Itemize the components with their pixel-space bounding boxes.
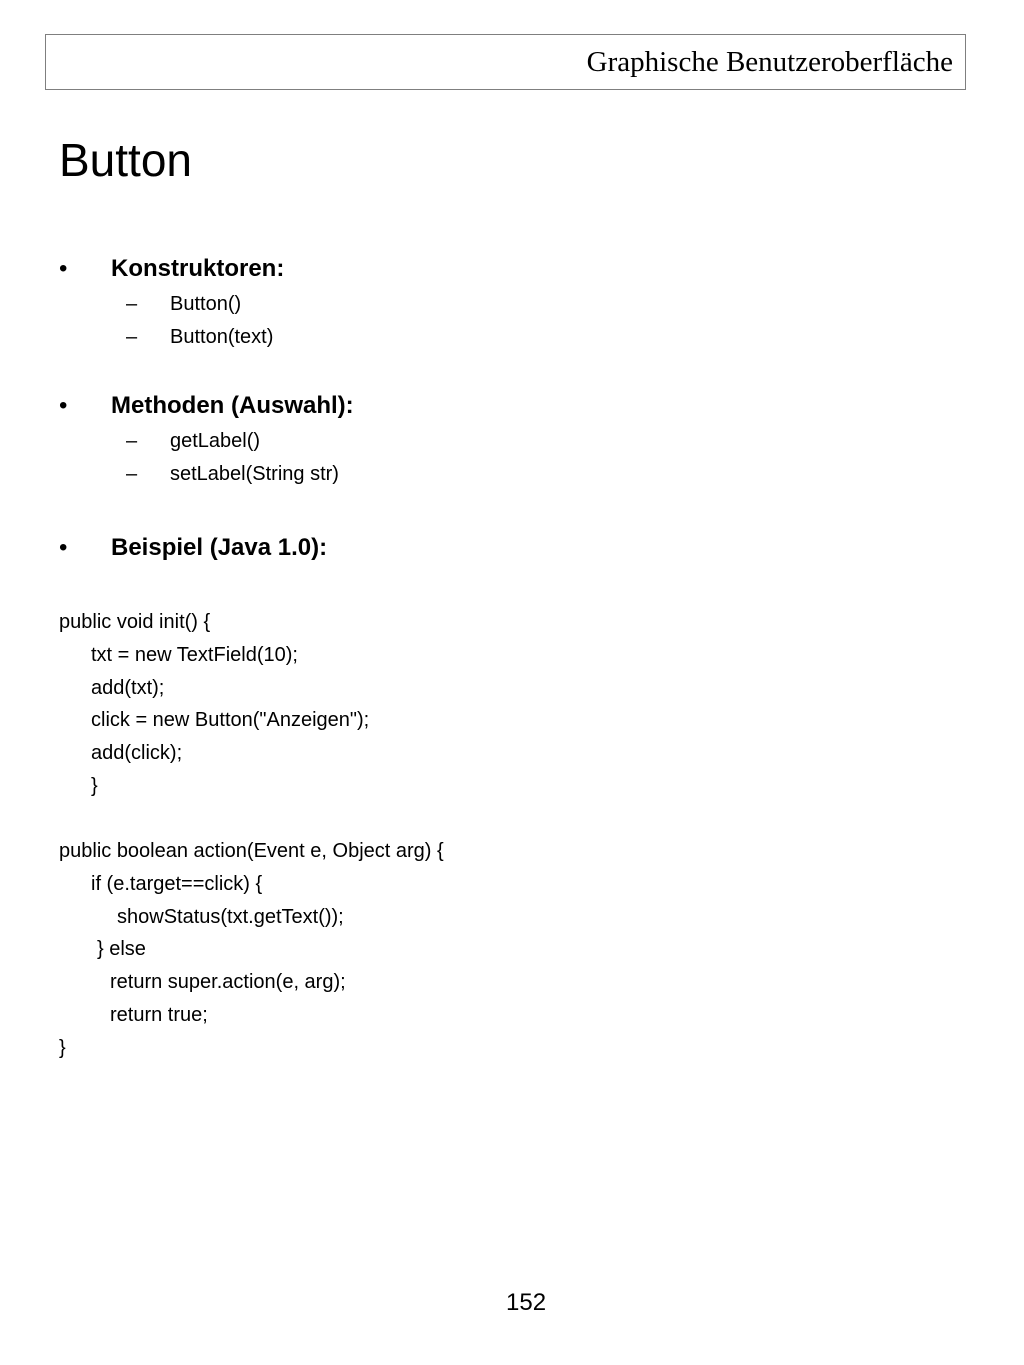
code-line: txt = new TextField(10); [91, 644, 298, 666]
section-heading: Methoden (Auswahl): [111, 392, 354, 419]
list-item-text: Button() [170, 293, 242, 315]
code-line: } [91, 775, 98, 797]
list-item-text: setLabel(String str) [170, 463, 339, 485]
page-number: 152 [506, 1289, 547, 1316]
code-line: click = new Button("Anzeigen"); [91, 709, 370, 731]
list-dash: – [126, 430, 138, 452]
code-line: if (e.target==click) { [91, 873, 263, 895]
list-dash: – [126, 326, 138, 348]
code-line: add(click); [91, 742, 183, 764]
list-item-text: Button(text) [170, 326, 274, 348]
code-line: } [59, 1037, 66, 1059]
code-line: public boolean action(Event e, Object arg) { [59, 840, 444, 862]
code-line: } else [97, 938, 146, 960]
list-dash: – [126, 463, 138, 485]
code-line: add(txt); [91, 677, 165, 699]
code-line: return super.action(e, arg); [110, 971, 346, 993]
slide-title: Button [59, 134, 192, 186]
code-line: showStatus(txt.getText()); [117, 906, 344, 928]
bullet-dot: • [59, 255, 68, 282]
bullet-dot: • [59, 392, 68, 419]
section-heading: Beispiel (Java 1.0): [111, 534, 328, 561]
list-dash: – [126, 293, 138, 315]
bullet-dot: • [59, 534, 68, 561]
header-box [45, 34, 966, 90]
list-item-text: getLabel() [170, 430, 261, 452]
section-heading: Konstruktoren: [111, 255, 285, 282]
header-title: Graphische Benutzeroberfläche [586, 46, 953, 78]
code-line: return true; [110, 1004, 208, 1026]
code-line: public void init() { [59, 611, 211, 633]
